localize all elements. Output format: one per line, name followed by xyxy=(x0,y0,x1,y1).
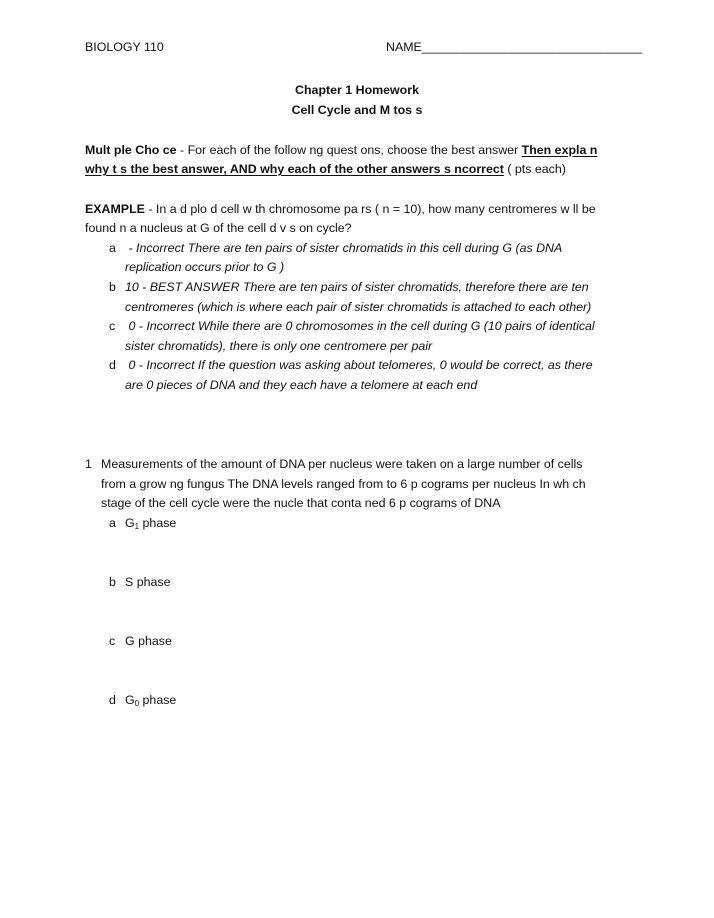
question-1-option-d: d $G_0$ phase xyxy=(109,693,177,708)
instructions-tail: ( pts each) xyxy=(503,162,566,176)
chapter-title: Chapter 1 Homework xyxy=(295,83,419,97)
example-line-1 xyxy=(85,200,596,218)
example-option-a: a - Incorrect There are ten pairs of sister chromatids in this cell during G (as DNA xyxy=(109,241,563,255)
instructions-lead: Mult ple Cho ce xyxy=(85,143,177,157)
example-question-2: found n a nucleus at G of the cell d v s on cycle? xyxy=(85,221,352,235)
question-1-number: 1 xyxy=(85,457,92,471)
example-option-d-cont: are 0 pieces of DNA and they each have a telomere at each end xyxy=(125,378,478,392)
chapter-subtitle: Cell Cycle and M tos s xyxy=(291,103,423,117)
instructions-text: - For each of the follow ng quest ons, choose the best answer xyxy=(176,143,522,157)
example-option-c: c 0 - Incorrect While there are 0 chromosomes in the cell during G (10 pairs of identical xyxy=(109,319,595,333)
example-label: EXAMPLE xyxy=(85,202,145,216)
question-1-option-c: c G phase xyxy=(109,634,172,648)
question-1-option-b: b S phase xyxy=(109,575,171,589)
instructions-underline-1: Then expla n xyxy=(521,143,598,157)
example-option-a-cont: replication occurs prior to G ) xyxy=(125,260,285,274)
name-field: NAME________________________________ xyxy=(386,40,643,54)
example-question-1: - In a d plo d cell w th chromosome pa rs ( n = 10), how many centromeres w ll be xyxy=(144,202,596,216)
instructions-line-2 xyxy=(85,160,566,178)
question-1-line-1: Measurements of the amount of DNA per nucleus were taken on a large number of cells xyxy=(101,457,583,471)
question-1-line-3: stage of the cell cycle were the nucle that conta ned 6 p cograms of DNA xyxy=(101,496,501,510)
example-option-d: d 0 - Incorrect If the question was asking about telomeres, 0 would be correct, as there xyxy=(109,358,593,372)
instructions-line-1 xyxy=(85,141,597,159)
question-1-option-a: a $G_1$ phase xyxy=(109,516,177,531)
example-option-c-cont: sister chromatids), there is only one centromere per pair xyxy=(125,339,433,353)
example-option-b: b 10 - BEST ANSWER There are ten pairs of sister chromatids, therefore there are ten xyxy=(109,280,589,294)
question-1-line-2: from a grow ng fungus The DNA levels ranged from to 6 p cograms per nucleus In wh ch xyxy=(101,477,586,491)
course-label: BIOLOGY 110 xyxy=(85,40,164,54)
instructions-underline-2: why t s the best answer, AND why each of the other answers s ncorrect xyxy=(85,162,504,176)
example-option-b-cont: centromeres (which is where each pair of sister chromatids is attached to each other) xyxy=(125,300,592,314)
